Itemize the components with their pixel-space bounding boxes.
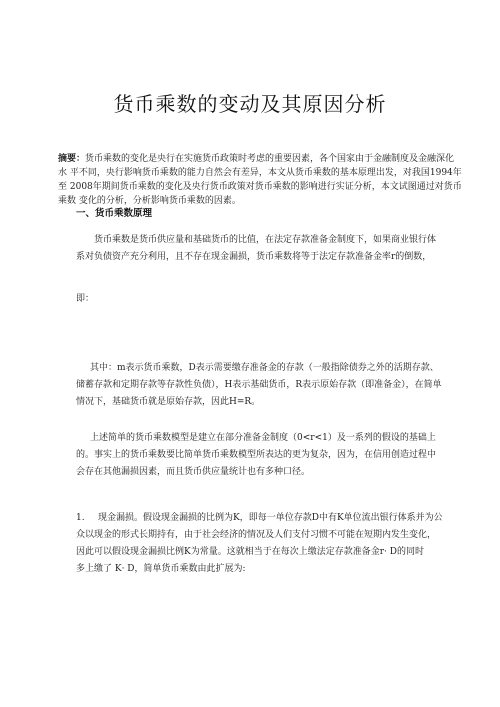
abstract-line-4: 乘数 变化的分析，分析影响货币乘数的因素。 xyxy=(58,196,241,206)
abstract-text-1: 货币乘数的变化是央行在实施货币政策时考虑的重要因素，各个国家由于金融制度及金融深化 xyxy=(85,154,455,164)
abstract-line-3: 至 2008年期间货币乘数的变化及央行货币政策对货币乘数的影响进行实证分析，本文试图通过对货币 xyxy=(58,182,462,192)
paragraph-line: 会存在其他漏损因素，而且货币供应量统计也有多种口径。 xyxy=(76,467,311,477)
abstract-line-2: 水 平不同，央行影响货币乘数的能力自然会有差异，本文从货币乘数的基本原理出发，对我国1994年 xyxy=(58,168,462,178)
list-number: 1. xyxy=(76,513,85,523)
abstract-label: 摘要： xyxy=(58,154,86,164)
paragraph-line: 多上缴了 K· D，简单货币乘数由此扩展为: xyxy=(76,564,246,574)
paragraph-line: 储蓄存款和定期存款等存款性负债），H表示基础货币，R表示原始存款（即准备金），在简单 xyxy=(76,380,442,390)
document-title: 货币乘数的变动及其原因分析 xyxy=(113,92,387,116)
paragraph-line: 情况下，基础货币就是原始存款，因此H=R。 xyxy=(76,397,261,407)
paragraph-cash-leakage xyxy=(76,510,448,578)
paragraph-line: 系对负债资产充分利用，且不存在现金漏损，货币乘数将等于法定存款准备金率r的倒数， xyxy=(76,252,432,262)
paragraph-line: 众以现金的形式长期持有，由于社会经济的情况及人们支付习惯不可能在短期内发生变化， xyxy=(76,530,437,540)
equation-label: 即： xyxy=(76,294,95,304)
paragraph-line xyxy=(76,510,448,527)
paragraph-line: 上述简单的货币乘数模型是建立在部分准备金制度（0<r<1）及一系列的假设的基础上 xyxy=(90,433,436,443)
section-heading: 一、货币乘数原理 xyxy=(76,208,153,219)
paragraph-multiplier-definition xyxy=(76,232,436,266)
paragraph-line: 货币乘数是货币供应量和基础货币的比值，在法定存款准备金制度下，如果商业银行体 xyxy=(94,235,437,245)
abstract xyxy=(58,152,462,208)
abstract-line-1 xyxy=(58,152,455,166)
paragraph-model-assumptions xyxy=(76,430,438,481)
paragraph-line: 因此可以假设现金漏损比例K为常量。这就相当于在每次上缴法定存款准备金r· D的同时 xyxy=(76,547,424,557)
paragraph-line: 其中：m表示货币乘数，D表示需要缴存准备金的存款（一般指除债券之外的活期存款、 xyxy=(90,363,439,373)
paragraph-variable-definitions xyxy=(76,360,442,411)
paragraph-line: 的。事实上的货币乘数要比简单货币乘数模型所表达的更为复杂，因为，在信用创造过程中 xyxy=(76,450,437,460)
paragraph-text: 现金漏损。假设现金漏损的比例为K，即每一单位存款D中有K单位流出银行体系并为公 xyxy=(98,513,443,523)
